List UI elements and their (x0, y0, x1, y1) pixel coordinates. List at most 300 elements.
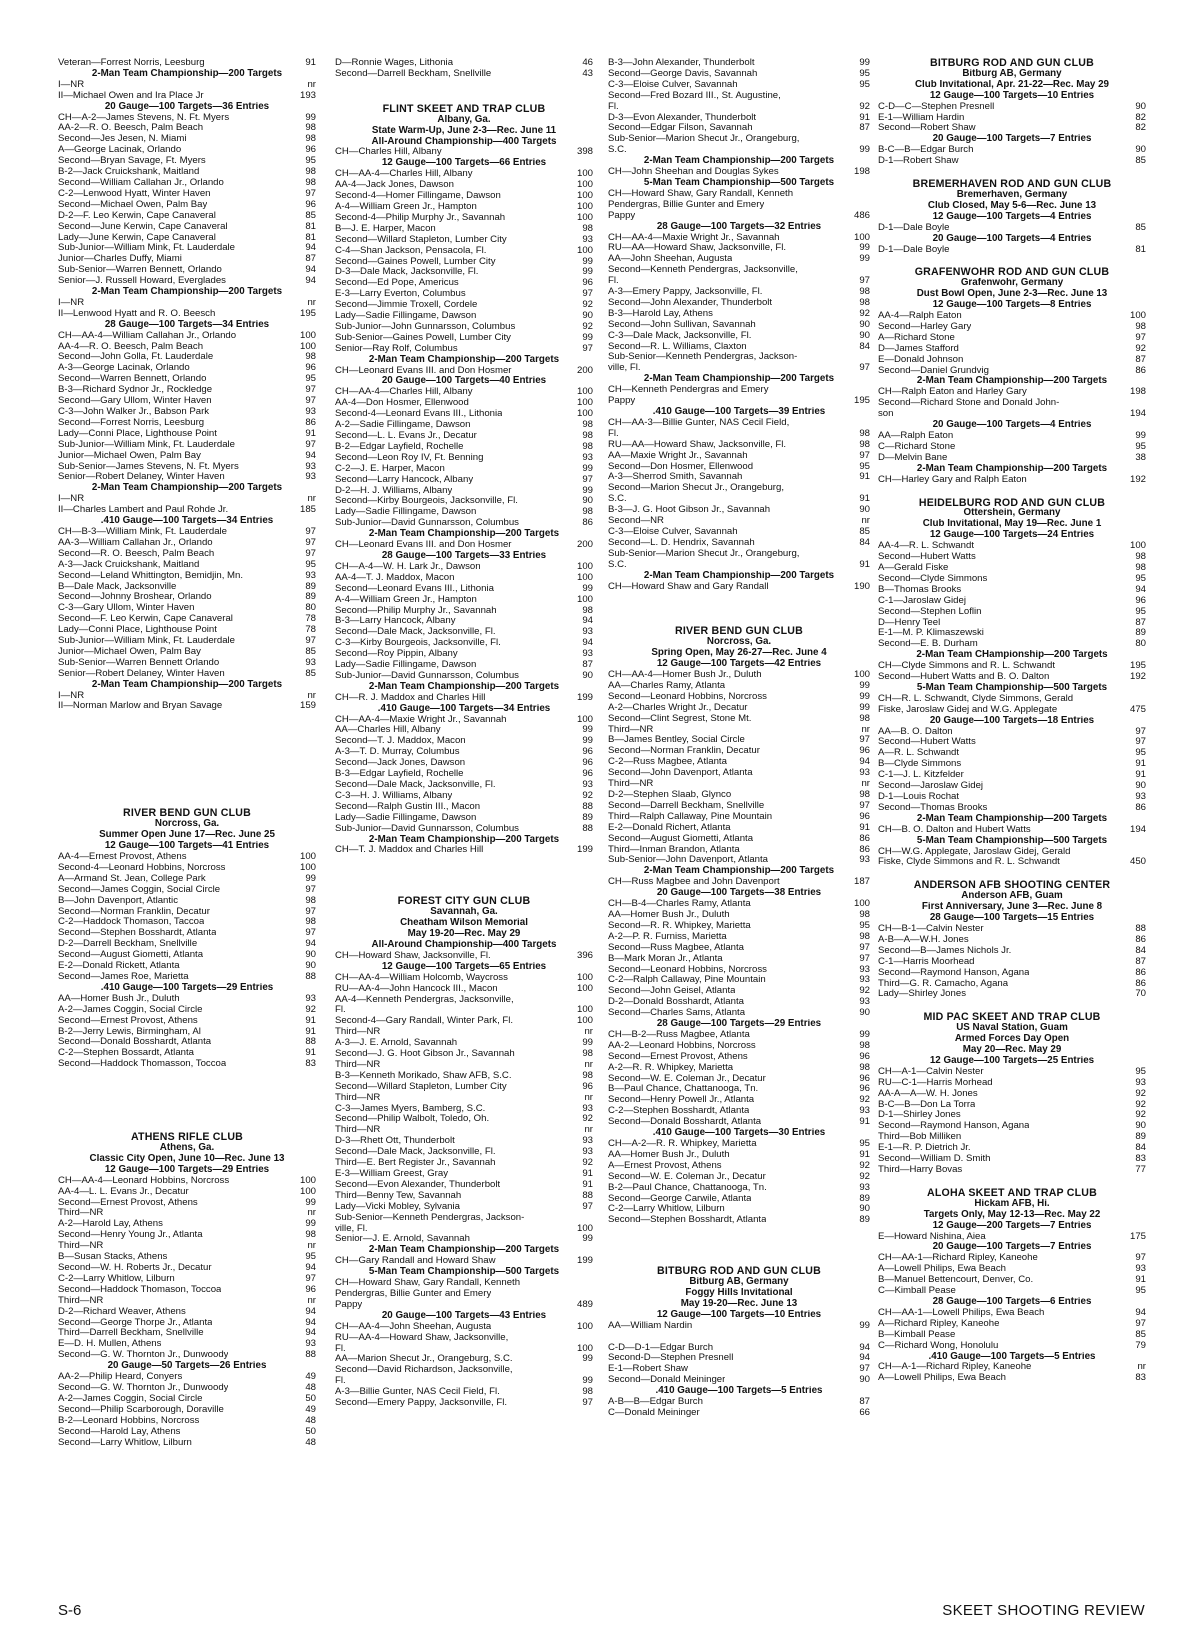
score: nr (584, 1027, 593, 1038)
result-line (608, 681, 870, 692)
shooter-entry: Second—Stephen Loflin (878, 606, 982, 617)
result-line (335, 213, 593, 224)
shooter-entry: A-B—A—W.H. Jones (878, 934, 969, 945)
result-line (608, 1375, 870, 1386)
shooter-entry: C-2—Russ Magbee, Atlanta (608, 757, 727, 768)
shooter-entry: CH—AA-4—Maxie Wright Jr., Savannah (335, 714, 507, 725)
result-line (608, 123, 870, 134)
result-line (878, 1341, 1146, 1352)
shooter-entry: Second—Henry Young Jr., Atlanta (58, 1230, 203, 1241)
score: 97 (305, 884, 316, 895)
shooter-entry: Lady—June Kerwin, Cape Canaveral (58, 232, 216, 243)
score: 98 (859, 909, 870, 920)
shooter-entry: AA-2—Leonard Hobbins, Norcross (608, 1040, 756, 1051)
result-line (58, 451, 316, 462)
result-line (58, 972, 316, 983)
shooter-entry: C-2—Stephen Bossardt, Atlanta (58, 1048, 194, 1059)
shooter-entry: C-1—Jaroslaw Gidej (878, 595, 966, 606)
shooter-entry: Second—Hubert Watts (878, 552, 976, 563)
score: 85 (305, 646, 316, 657)
event-heading: 2-Man Team Championship—200 Targets (643, 156, 835, 167)
score: 100 (576, 398, 593, 409)
shooter-entry: AA-4—Jack Jones, Dawson (335, 180, 454, 191)
score: nr (584, 1125, 593, 1136)
score: 93 (305, 993, 316, 1004)
event-heading: 20 Gauge—100 Targets—36 Entries (104, 101, 270, 112)
result-line (58, 603, 316, 614)
result-line (58, 1252, 316, 1263)
score: 97 (305, 526, 316, 537)
shooter-entry: CH—AA-4—Charles Hill, Albany (335, 387, 473, 398)
result-line (878, 979, 1146, 990)
result-line (608, 1095, 870, 1106)
result-line (58, 1427, 316, 1438)
result-line (335, 1005, 593, 1016)
score: 98 (859, 1062, 870, 1073)
result-line (58, 156, 316, 167)
result-line (58, 1318, 316, 1329)
club-name: MID PAC SKEET AND TRAP CLUB (923, 1012, 1101, 1024)
shooter-entry: Second—Fred Bozard III., St. Augustine, (608, 90, 781, 101)
shooter-entry: Sub-Junior—David Gunnarsson, Columbus (335, 670, 519, 681)
shooter-entry: C-2—Larry Whitlow, Lilburn (58, 1273, 175, 1284)
shooter-entry: B-3—Larry Hancock, Albany (335, 616, 456, 627)
results-section (335, 896, 593, 1409)
result-line (58, 222, 316, 233)
score: 98 (582, 507, 593, 518)
score: 79 (1135, 1340, 1146, 1351)
score: 92 (859, 1171, 870, 1182)
result-line (878, 442, 1146, 453)
shooter-entry: Second—Dale Mack, Jacksonville, Fl. (335, 627, 496, 638)
result-line (878, 322, 1146, 333)
shooter-entry: Second—Donald Bosshardt, Atlanta (608, 1117, 762, 1128)
shooter-entry: Second-4—Philip Murphy Jr., Savannah (335, 212, 506, 223)
shooter-entry: RU—AA-4—Howard Shaw, Jacksonville, (335, 1332, 509, 1343)
result-line (878, 541, 1146, 552)
shooter-entry: CH—Clyde Simmons and R. L. Schwandt (878, 661, 1056, 672)
shooter-entry: S.C. (608, 559, 627, 570)
score: 96 (859, 1051, 870, 1062)
shooter-entry: CH—Howard Shaw, Jacksonville, Fl. (335, 950, 491, 961)
score: 91 (305, 1048, 316, 1059)
shooter-entry: C-3—H. J. Williams, Albany (335, 790, 453, 801)
score: 85 (305, 668, 316, 679)
shooter-entry: B—Mark Moran Jr., Atlanta (608, 953, 723, 964)
shooter-entry: Fiske, Jaroslaw Gidej and W.G. Applegate (878, 704, 1058, 715)
result-line (878, 1362, 1146, 1373)
score: 89 (1135, 628, 1146, 639)
shooter-entry: CH—Russ Magbee and John Davenport (608, 877, 780, 888)
result-line (335, 780, 593, 791)
result-line (58, 200, 316, 211)
result-line (58, 691, 316, 702)
result-line (58, 1394, 316, 1405)
shooter-entry: AA-4—L. L. Evans Jr., Decatur (58, 1186, 189, 1197)
shooter-entry: A—George Lacinak, Orlando (58, 145, 182, 156)
score: 92 (859, 1160, 870, 1171)
result-line (878, 453, 1146, 464)
result-line (335, 1213, 593, 1224)
event-heading: 12 Gauge—100 Targets—24 Entries (929, 530, 1095, 541)
result-line (878, 803, 1146, 814)
score: 96 (305, 145, 316, 156)
score: 97 (582, 474, 593, 485)
shooter-entry: A-4—William Green Jr., Hampton (335, 594, 477, 605)
result-line (335, 540, 593, 551)
score: 93 (859, 768, 870, 779)
event-heading: Spring Open, May 26-27—Rec. June 4 (651, 648, 827, 659)
result-line (878, 989, 1146, 1000)
result-line (878, 123, 1146, 134)
score: 77 (1135, 1165, 1146, 1175)
shooter-entry: CH—Kenneth Pendergras and Emery (608, 385, 769, 396)
event-heading: 12 Gauge—100 Targets—65 Entries (381, 961, 547, 972)
shooter-entry: AA-4—Ralph Eaton (878, 311, 962, 322)
result-line (335, 366, 593, 377)
result-line (608, 823, 870, 834)
score: 82 (1135, 112, 1146, 123)
score: 98 (582, 420, 593, 431)
score: 97 (582, 289, 593, 300)
score: 38 (1135, 452, 1146, 463)
score: 97 (582, 343, 593, 354)
score: 90 (582, 496, 593, 507)
shooter-entry: B-2—Edgar Layfield, Rochelle (335, 441, 464, 452)
event-heading: 12 Gauge—100 Targets—25 Entries (929, 1055, 1095, 1066)
score: 192 (1129, 474, 1146, 485)
shooter-entry: Third—NR (335, 1125, 381, 1136)
event-heading: 2-Man Team Championship—200 Targets (91, 679, 283, 690)
result-line (608, 538, 870, 549)
shooter-entry: Second—George Thorpe Jr., Atlanta (58, 1317, 213, 1328)
shooter-entry: Second—Haddock Thomason, Toccoa (58, 1284, 222, 1295)
score: 198 (853, 167, 870, 178)
shooter-entry: C-1—J. L. Kitzfelder (878, 770, 964, 781)
score: 91 (1135, 770, 1146, 781)
shooter-entry: C—Richard Wong, Honolulu (878, 1340, 999, 1351)
shooter-entry: AA—Ralph Eaton (878, 431, 954, 441)
score: 86 (1135, 978, 1146, 989)
shooter-entry: CH—AA-4—Maxie Wright Jr., Savannah (608, 232, 780, 243)
shooter-entry: D-1—Louis Rochat (878, 792, 960, 802)
result-line (608, 1106, 870, 1117)
shooter-entry: Second—Willard Stapleton, Lumber City (335, 1081, 507, 1092)
shooter-entry: E-1—R. P. Dietrich Jr. (878, 1143, 971, 1154)
result-line (878, 618, 1146, 629)
event-heading: Armed Forces Day Open (954, 1034, 1070, 1045)
score: 92 (582, 300, 593, 311)
event-heading: 28 Gauge—100 Targets—33 Entries (381, 550, 547, 561)
result-line (608, 779, 870, 790)
shooter-entry: Second-4—Leonard Evans III., Lithonia (335, 409, 503, 420)
result-line (58, 1285, 316, 1296)
score: 98 (305, 352, 316, 363)
score: 90 (859, 319, 870, 330)
score: 100 (853, 899, 870, 910)
result-line (608, 451, 870, 462)
score: 94 (305, 1306, 316, 1317)
shooter-entry: Second—W. E. Coleman Jr., Decatur (608, 1073, 766, 1084)
event-heading: Athens, Ga. (159, 1143, 215, 1154)
shooter-entry: Second—Clyde Simmons (878, 573, 988, 584)
result-line (608, 440, 870, 451)
shooter-entry: II—Michael Owen and Ira Place Jr (58, 90, 204, 101)
shooter-entry: B-C—B—Edgar Burch (878, 145, 974, 156)
shooter-entry: Sub-Senior—Warren Bennett, Orlando (58, 265, 222, 276)
event-heading: Club Invitational, May 19—Rec. June 1 (922, 519, 1102, 530)
event-heading: 2-Man Team Championship—200 Targets (368, 834, 560, 845)
event-heading: 28 Gauge—100 Targets—32 Entries (656, 221, 822, 232)
shooter-entry: Second—Leland Whittington, Bemidjin, Mn. (58, 570, 244, 581)
shooter-entry: Second—Ernest Provost, Athens (608, 1051, 748, 1062)
score: 93 (859, 975, 870, 986)
result-line (608, 549, 870, 560)
score: 98 (859, 297, 870, 308)
result-line (335, 693, 593, 704)
score: 100 (853, 670, 870, 681)
result-line (335, 1333, 593, 1344)
score: 94 (305, 265, 316, 276)
event-heading: 12 Gauge—100 Targets—10 Entries (656, 1309, 822, 1320)
result-line (335, 1224, 593, 1235)
shooter-entry: Second—B—James Nichols Jr. (878, 945, 1012, 956)
result-line (608, 1117, 870, 1128)
result-line (608, 560, 870, 571)
event-heading: 2-Man Team CHampionship—200 Targets (916, 650, 1108, 661)
score: 92 (859, 986, 870, 997)
club-name: HEIDELBURG ROD AND GUN CLUB (918, 497, 1106, 509)
result-line (335, 1158, 593, 1169)
score: 89 (859, 1193, 870, 1204)
shooter-entry: Second—Jes Jesen, N. Miami (58, 134, 187, 145)
score: 94 (305, 276, 316, 287)
score: 91 (859, 1117, 870, 1128)
score: 98 (859, 1040, 870, 1051)
score: 200 (576, 365, 593, 376)
score: 94 (1135, 584, 1146, 595)
shooter-entry: A-2—Sadie Fillingame, Dawson (335, 420, 471, 431)
score: 98 (859, 790, 870, 800)
result-line (335, 322, 593, 333)
score: 90 (1135, 1121, 1146, 1132)
shooter-entry: Junior—Michael Owen, Palm Bay (58, 646, 201, 657)
shooter-entry: Second—G. W. Thornton Jr., Dunwoody (58, 1350, 229, 1361)
score: 97 (859, 942, 870, 953)
score: 98 (859, 439, 870, 450)
shooter-entry: B-3—John Alexander, Thunderbolt (608, 58, 755, 68)
score: 93 (305, 407, 316, 417)
result-line (608, 692, 870, 703)
score: 95 (305, 156, 316, 167)
score: 85 (1135, 222, 1146, 233)
shooter-entry: Second—Donald Bosshardt, Atlanta (58, 1037, 212, 1048)
score: 97 (305, 385, 316, 396)
score: 89 (1135, 1132, 1146, 1143)
result-line (878, 113, 1146, 124)
event-heading: .410 Gauge—100 Targets—29 Entries (100, 982, 274, 993)
shooter-entry: AA-4—Ernest Provost, Athens (58, 852, 187, 862)
shooter-entry: Second—Evon Alexander, Thunderbolt (335, 1179, 501, 1190)
result-line (335, 1289, 593, 1300)
result-line (335, 1093, 593, 1104)
score: 100 (576, 180, 593, 191)
result-line (608, 1408, 870, 1419)
result-line (335, 1234, 593, 1245)
result-line (58, 1198, 316, 1209)
result-line (335, 191, 593, 202)
shooter-entry: AA—Charles Ramy, Atlanta (608, 680, 726, 691)
result-line (608, 1397, 870, 1408)
result-line (335, 1104, 593, 1115)
result-line (58, 636, 316, 647)
score: 97 (1135, 1253, 1146, 1264)
event-heading: Albany, Ga. (437, 114, 491, 125)
shooter-entry: B—Clyde Simmons (878, 759, 962, 770)
score: 48 (305, 1382, 316, 1393)
shooter-entry: CH—AA-4—John Sheehan, Augusta (335, 1321, 492, 1332)
result-line (608, 342, 870, 353)
result-line (608, 1150, 870, 1161)
event-heading: Classic City Open, June 10—Rec. June 13 (89, 1153, 285, 1164)
result-line (335, 518, 593, 529)
result-line (58, 885, 316, 896)
result-line (878, 748, 1146, 759)
score: 100 (576, 1321, 593, 1332)
result-line (608, 211, 870, 222)
result-line (608, 1041, 870, 1052)
result-line (335, 1278, 593, 1289)
result-line (335, 387, 593, 398)
club-name: ANDERSON AFB SHOOTING CENTER (913, 880, 1111, 892)
score: 91 (859, 494, 870, 505)
shooter-entry: Second—Leonard Hobbins, Norcross (608, 691, 767, 702)
shooter-entry: CH—T. J. Maddox and Charles Hill (335, 845, 484, 856)
score: 96 (582, 769, 593, 780)
score: 99 (582, 332, 593, 343)
score: 97 (305, 1273, 316, 1284)
score: 43 (582, 68, 593, 79)
score: 88 (1135, 923, 1146, 934)
score: 95 (859, 461, 870, 472)
shooter-entry: Third—NR (335, 1027, 381, 1038)
score: 83 (1135, 1373, 1146, 1384)
shooter-entry: Second—E. B. Durham (878, 639, 978, 650)
shooter-entry: Senior—Robert Delaney, Winter Haven (58, 668, 225, 679)
result-line (58, 429, 316, 440)
shooter-entry: Second—David Richardson, Jacksonville, (335, 1365, 513, 1376)
score: 96 (582, 758, 593, 769)
result-line (608, 1194, 870, 1205)
shooter-entry: Second—T. J. Maddox, Macon (335, 736, 466, 747)
event-heading: 12 Gauge—200 Targets—7 Entries (932, 1220, 1092, 1231)
result-line (58, 571, 316, 582)
result-line (335, 289, 593, 300)
result-line (58, 178, 316, 189)
score: 81 (305, 221, 316, 232)
score: 159 (299, 701, 316, 712)
score: 187 (853, 877, 870, 888)
result-line (58, 928, 316, 939)
result-line (608, 768, 870, 779)
shooter-entry: Sub-Senior—Warren Bennett Orlando (58, 657, 220, 668)
shooter-entry: A—Armand St. Jean, College Park (58, 873, 206, 884)
result-line (608, 58, 870, 69)
shooter-entry: A—Richard Stone (878, 332, 955, 343)
shooter-entry: Pendergras, Billie Gunter and Emery (608, 199, 765, 210)
score: 100 (576, 191, 593, 202)
shooter-entry: AA—Homer Bush Jr., Duluth (608, 909, 730, 920)
result-line (878, 705, 1146, 716)
score: 396 (576, 950, 593, 961)
score: 88 (582, 823, 593, 834)
result-line (878, 398, 1146, 409)
result-line (335, 813, 593, 824)
score: 97 (1135, 737, 1146, 748)
result-line (608, 516, 870, 527)
event-heading: 2-Man Team Championship—200 Targets (916, 376, 1108, 387)
shooter-entry: CH—R. L. Schwandt, Clyde Simmons, Gerald (878, 693, 1074, 704)
result-line (335, 58, 593, 69)
event-heading: Dust Bowl Open, June 2-3—Rec. June 13 (916, 289, 1108, 300)
result-line (878, 1132, 1146, 1143)
result-line (335, 180, 593, 191)
shooter-entry: C-2—J. E. Harper, Macon (335, 463, 445, 474)
score: 92 (1135, 1099, 1146, 1110)
result-line (878, 1319, 1146, 1330)
result-line (608, 254, 870, 265)
shooter-entry: son (878, 409, 894, 420)
result-line (878, 1100, 1146, 1111)
shooter-entry: E—Howard Nishina, Aiea (878, 1231, 986, 1242)
result-line (878, 968, 1146, 979)
score: 194 (1129, 409, 1146, 420)
result-line (58, 418, 316, 429)
shooter-entry: Second—June Kerwin, Cape Canaveral (58, 221, 228, 232)
result-line (58, 254, 316, 265)
result-line (878, 628, 1146, 639)
score: nr (861, 779, 870, 790)
shooter-entry: Lady—Sadie Fillingame, Dawson (335, 507, 477, 518)
score: 100 (576, 201, 593, 212)
result-line (335, 660, 593, 671)
score: 97 (859, 953, 870, 964)
score: 100 (299, 852, 316, 862)
result-line (608, 396, 870, 407)
shooter-entry: Pappy (608, 396, 636, 407)
score: 91 (582, 1179, 593, 1190)
score: 99 (859, 243, 870, 254)
score: nr (584, 1059, 593, 1070)
result-line (58, 276, 316, 287)
result-line (608, 812, 870, 823)
score: 92 (582, 1158, 593, 1169)
score: 87 (1135, 354, 1146, 365)
result-line (608, 954, 870, 965)
score: 89 (859, 1215, 870, 1226)
score: 66 (859, 1408, 870, 1419)
shooter-entry: E-2—Donald Richert, Atlanta (608, 822, 731, 833)
score: nr (861, 724, 870, 735)
shooter-entry: Senior—J. E. Arnold, Savannah (335, 1234, 470, 1245)
results-section (878, 267, 1146, 485)
score: 87 (305, 254, 316, 265)
result-line (58, 145, 316, 156)
score: 91 (305, 58, 316, 68)
result-line (608, 505, 870, 516)
event-heading: 2-Man Team Championship—200 Targets (91, 68, 283, 79)
shooter-entry: AA-3—William Callahan Jr., Orlando (58, 537, 213, 548)
